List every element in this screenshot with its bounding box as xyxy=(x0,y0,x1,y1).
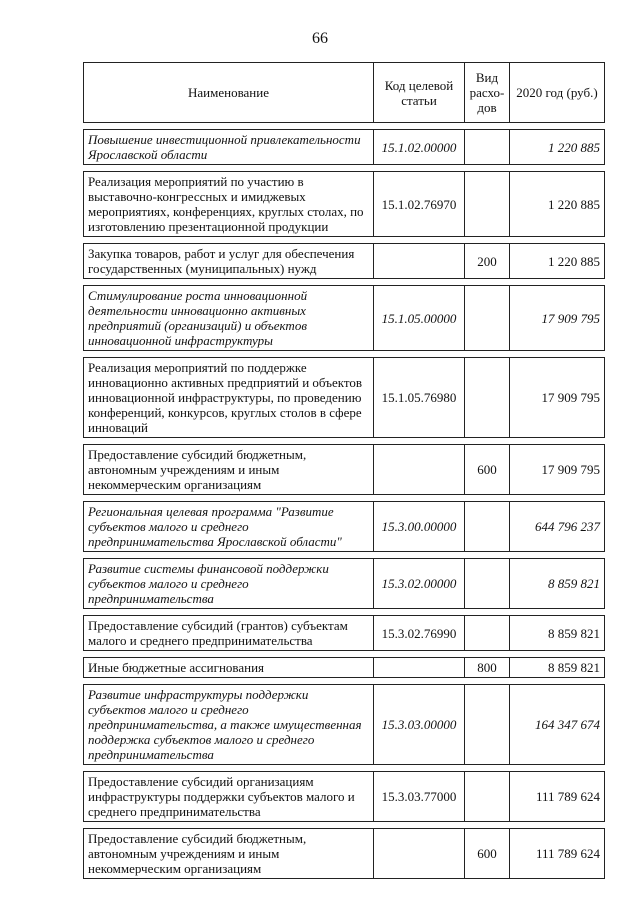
row-code: 15.3.03.77000 xyxy=(374,772,465,822)
row-amount: 1 220 885 xyxy=(510,172,605,237)
row-name: Закупка товаров, работ и услуг для обеспечения государственных (муниципальных) нужд xyxy=(84,244,374,279)
table-row xyxy=(84,244,605,279)
row-code: 15.3.02.00000 xyxy=(374,559,465,609)
row-separator-cell xyxy=(84,765,605,772)
row-type xyxy=(465,172,510,237)
row-separator xyxy=(84,279,605,286)
row-type xyxy=(465,559,510,609)
table-body xyxy=(84,123,605,879)
row-amount: 17 909 795 xyxy=(510,286,605,351)
row-separator xyxy=(84,165,605,172)
table-row xyxy=(84,658,605,678)
row-amount: 1 220 885 xyxy=(510,130,605,165)
table-row xyxy=(84,286,605,351)
row-type xyxy=(465,685,510,765)
table-row xyxy=(84,829,605,879)
row-separator-cell xyxy=(84,165,605,172)
row-code: 15.1.05.00000 xyxy=(374,286,465,351)
row-name: Развитие инфраструктуры поддержки субъектов малого и среднего предпринимательства, а также имущественная поддержка субъектов малого и среднего предпринимательства xyxy=(84,685,374,765)
row-name: Развитие системы финансовой поддержки субъектов малого и среднего предпринимательства xyxy=(84,559,374,609)
row-separator xyxy=(84,822,605,829)
row-separator-cell xyxy=(84,651,605,658)
table-row xyxy=(84,772,605,822)
row-type: 200 xyxy=(465,244,510,279)
row-type xyxy=(465,502,510,552)
row-code: 15.3.02.76990 xyxy=(374,616,465,651)
row-separator-cell xyxy=(84,351,605,358)
row-code: 15.3.03.00000 xyxy=(374,685,465,765)
row-separator-cell xyxy=(84,495,605,502)
row-name: Региональная целевая программа "Развитие субъектов малого и среднего предпринимательства Ярославской области" xyxy=(84,502,374,552)
row-separator xyxy=(84,765,605,772)
row-amount: 8 859 821 xyxy=(510,658,605,678)
table-row xyxy=(84,445,605,495)
row-code: 15.1.05.76980 xyxy=(374,358,465,438)
row-type: 600 xyxy=(465,445,510,495)
row-type: 800 xyxy=(465,658,510,678)
row-amount: 17 909 795 xyxy=(510,445,605,495)
row-code: 15.1.02.76970 xyxy=(374,172,465,237)
row-separator-cell xyxy=(84,552,605,559)
row-type: 600 xyxy=(465,829,510,879)
header-code: Код целевой статьи xyxy=(374,63,465,123)
header-type: Вид расхо- дов xyxy=(465,63,510,123)
row-name: Реализация мероприятий по участию в выставочно-конгрессных и имиджевых мероприятиях, конференциях, круглых столах, по изготовлению презентационной продукции xyxy=(84,172,374,237)
row-name: Предоставление субсидий бюджетным, автономным учреждениям и иным некоммерческим организациям xyxy=(84,829,374,879)
row-name: Повышение инвестиционной привлекательности Ярославской области xyxy=(84,130,374,165)
row-name: Иные бюджетные ассигнования xyxy=(84,658,374,678)
row-code xyxy=(374,658,465,678)
row-name: Стимулирование роста инновационной деятельности инновационно активных предприятий (организаций) и объектов инновационной инфраструктуры xyxy=(84,286,374,351)
table-row xyxy=(84,502,605,552)
table-row xyxy=(84,559,605,609)
row-code xyxy=(374,829,465,879)
row-name: Предоставление субсидий (грантов) субъектам малого и среднего предпринимательства xyxy=(84,616,374,651)
row-separator-cell xyxy=(84,123,605,130)
row-amount: 1 220 885 xyxy=(510,244,605,279)
row-separator-cell xyxy=(84,609,605,616)
row-separator xyxy=(84,495,605,502)
table-row xyxy=(84,358,605,438)
row-type xyxy=(465,358,510,438)
table-header-row xyxy=(84,63,605,123)
table-row xyxy=(84,172,605,237)
table-row xyxy=(84,685,605,765)
page-number: 66 xyxy=(312,30,328,47)
row-code xyxy=(374,244,465,279)
row-separator-cell xyxy=(84,279,605,286)
row-separator xyxy=(84,123,605,130)
row-separator-cell xyxy=(84,438,605,445)
row-separator xyxy=(84,351,605,358)
row-separator-cell xyxy=(84,678,605,685)
header-name: Наименование xyxy=(84,63,374,123)
row-amount: 8 859 821 xyxy=(510,559,605,609)
row-amount: 164 347 674 xyxy=(510,685,605,765)
row-type xyxy=(465,616,510,651)
row-amount: 8 859 821 xyxy=(510,616,605,651)
row-code xyxy=(374,445,465,495)
table-row xyxy=(84,616,605,651)
header-amount: 2020 год (руб.) xyxy=(510,63,605,123)
row-code: 15.1.02.00000 xyxy=(374,130,465,165)
row-separator-cell xyxy=(84,822,605,829)
row-separator xyxy=(84,609,605,616)
row-amount: 644 796 237 xyxy=(510,502,605,552)
row-type xyxy=(465,772,510,822)
row-separator xyxy=(84,438,605,445)
row-separator xyxy=(84,651,605,658)
row-type xyxy=(465,286,510,351)
budget-table xyxy=(83,62,605,879)
row-separator xyxy=(84,237,605,244)
row-amount: 111 789 624 xyxy=(510,772,605,822)
row-type xyxy=(465,130,510,165)
row-name: Предоставление субсидий бюджетным, автономным учреждениям и иным некоммерческим организациям xyxy=(84,445,374,495)
row-separator xyxy=(84,678,605,685)
row-amount: 17 909 795 xyxy=(510,358,605,438)
row-name: Предоставление субсидий организациям инфраструктуры поддержки субъектов малого и среднего предпринимательства xyxy=(84,772,374,822)
row-code: 15.3.00.00000 xyxy=(374,502,465,552)
row-separator xyxy=(84,552,605,559)
table-row xyxy=(84,130,605,165)
row-amount: 111 789 624 xyxy=(510,829,605,879)
row-name: Реализация мероприятий по поддержке инновационно активных предприятий и объектов инновационной инфраструктуры, по проведению конференций, конкурсов, круглых столов в сфере инноваций xyxy=(84,358,374,438)
row-separator-cell xyxy=(84,237,605,244)
